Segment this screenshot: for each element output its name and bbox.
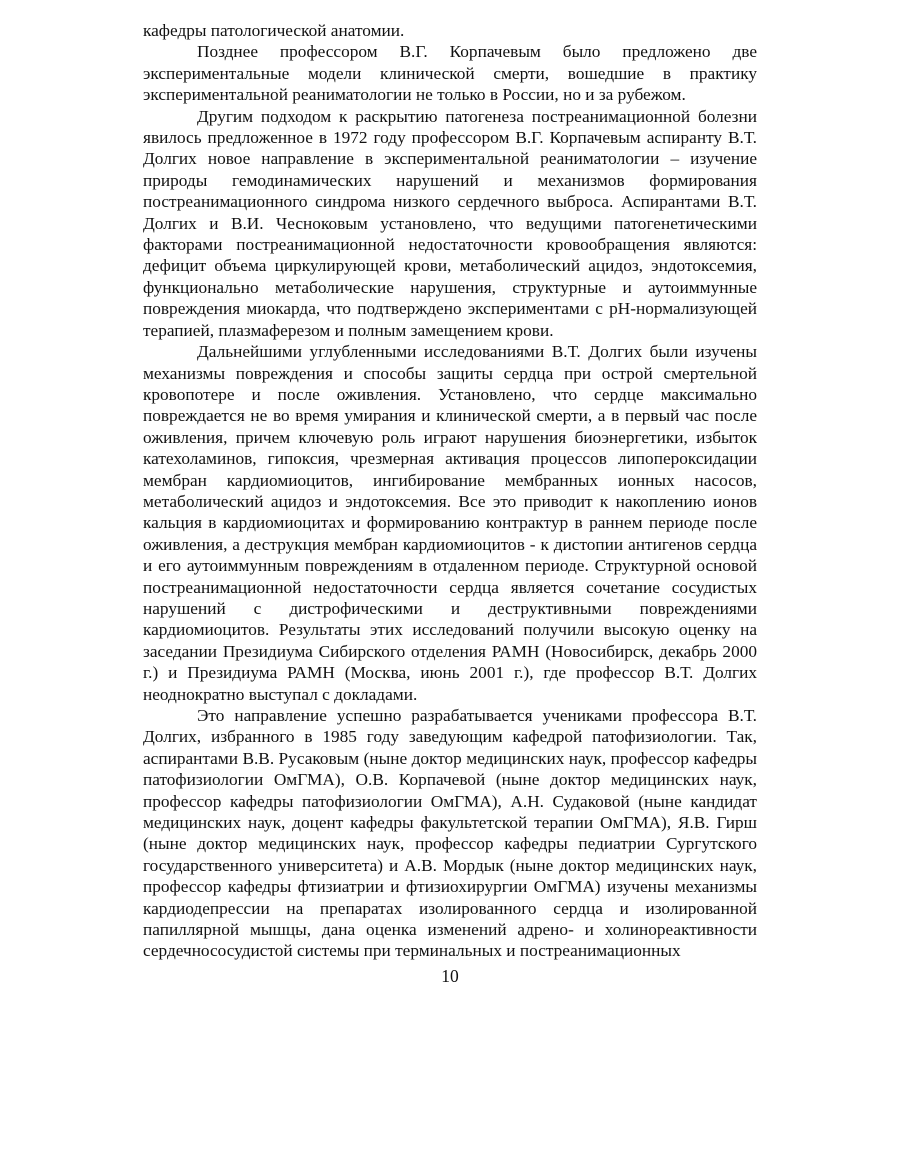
paragraph-experimental-models: Позднее профессором В.Г. Корпачевым было предложено две экспериментальные модели клинической смерти, вошедшие в практику экспериментальной реаниматологии не только в России, но и за рубежом. bbox=[143, 42, 757, 105]
document-body bbox=[143, 20, 757, 962]
paragraph-pathogenesis-approach: Другим подходом к раскрытию патогенеза постреанимационной болезни явилось предложенное в 1972 году профессором В.Г. Корпачевым аспиранту В.Т. Долгих новое направление в экспериментальной реаниматологии – изучение природы гемодинамических нарушений и механизмов формирования постреанимационного синдрома низкого сердечного выброса. Аспирантами В.Т. Долгих и В.И. Чесноковым установлено, что ведущими патогенетическими факторами постреанимационной недостаточности кровообращения являются: дефицит объема циркулирующей крови, метаболический ацидоз, эндотоксемия, функционально метаболические нарушения, структурные и аутоиммунные повреждения миокарда, что подтверждено экспериментами с рН-нормализующей терапией, плазмаферезом и полным замещением крови. bbox=[143, 106, 757, 340]
page-number: 10 bbox=[441, 966, 459, 986]
paragraph-further-research: Дальнейшими углубленными исследованиями В.Т. Долгих были изучены механизмы повреждения и способы защиты сердца при острой смертельной кровопотере и после оживления. Установлено, что сердце максимально повреждается не во время умирания и клинической смерти, а в первый час после оживления, причем ключевую роль играют нарушения биоэнергетики, избыток катехоламинов, гипоксия, чрезмерная активация процессов липопероксидации мембран кардиомиоцитов, ингибирование мембранных ионных насосов, метаболический ацидоз и эндотоксемия. Все это приводит к накоплению ионов кальция в кардиомиоцитах и формированию контрактур в раннем периоде после оживления, а деструкция мембран кардиомиоцитов - к дистопии антигенов сердца и его аутоиммунным повреждениям в отдаленном периоде. Структурной основой постреанимационной недостаточности сердца является сочетание сосудистых нарушений с дистрофическими и деструктивными повреждениями кардиомиоцитов. Результаты этих исследований получили высокую оценку на заседании Президиума Сибирского отделения РАМН (Новосибирск, декабрь 2000 г.) и Президиума РАМН (Москва, июнь 2001 г.), где профессор В.Т. Долгих неоднократно выступал с докладами. bbox=[143, 342, 757, 704]
paragraph-continuation: кафедры патологической анатомии. bbox=[143, 21, 405, 40]
paragraph-students-research: Это направление успешно разрабатывается учениками профессора В.Т. Долгих, избранного в 1985 году заведующим кафедрой патофизиологии. Так, аспирантами В.В. Русаковым (ныне доктор медицинских наук, профессор кафедры патофизиологии ОмГМА), О.В. Корпачевой (ныне доктор медицинских наук, профессор кафедры патофизиологии ОмГМА), А.Н. Судаковой (ныне кандидат медицинских наук, доцент кафедры факультетской терапии ОмГМА), Я.В. Гирш (ныне доктор медицинских наук, профессор кафедры педиатрии Сургутского государственного университета) и А.В. Мордык (ныне доктор медицинских наук, профессор кафедры фтизиатрии и фтизиохирургии ОмГМА) изучены механизмы кардиодепрессии на препаратах изолированного сердца и изолированной папиллярной мышцы, дана оценка изменений адрено- и холинореактивности сердечнососудистой системы при терминальных и постреанимационных bbox=[143, 706, 757, 961]
